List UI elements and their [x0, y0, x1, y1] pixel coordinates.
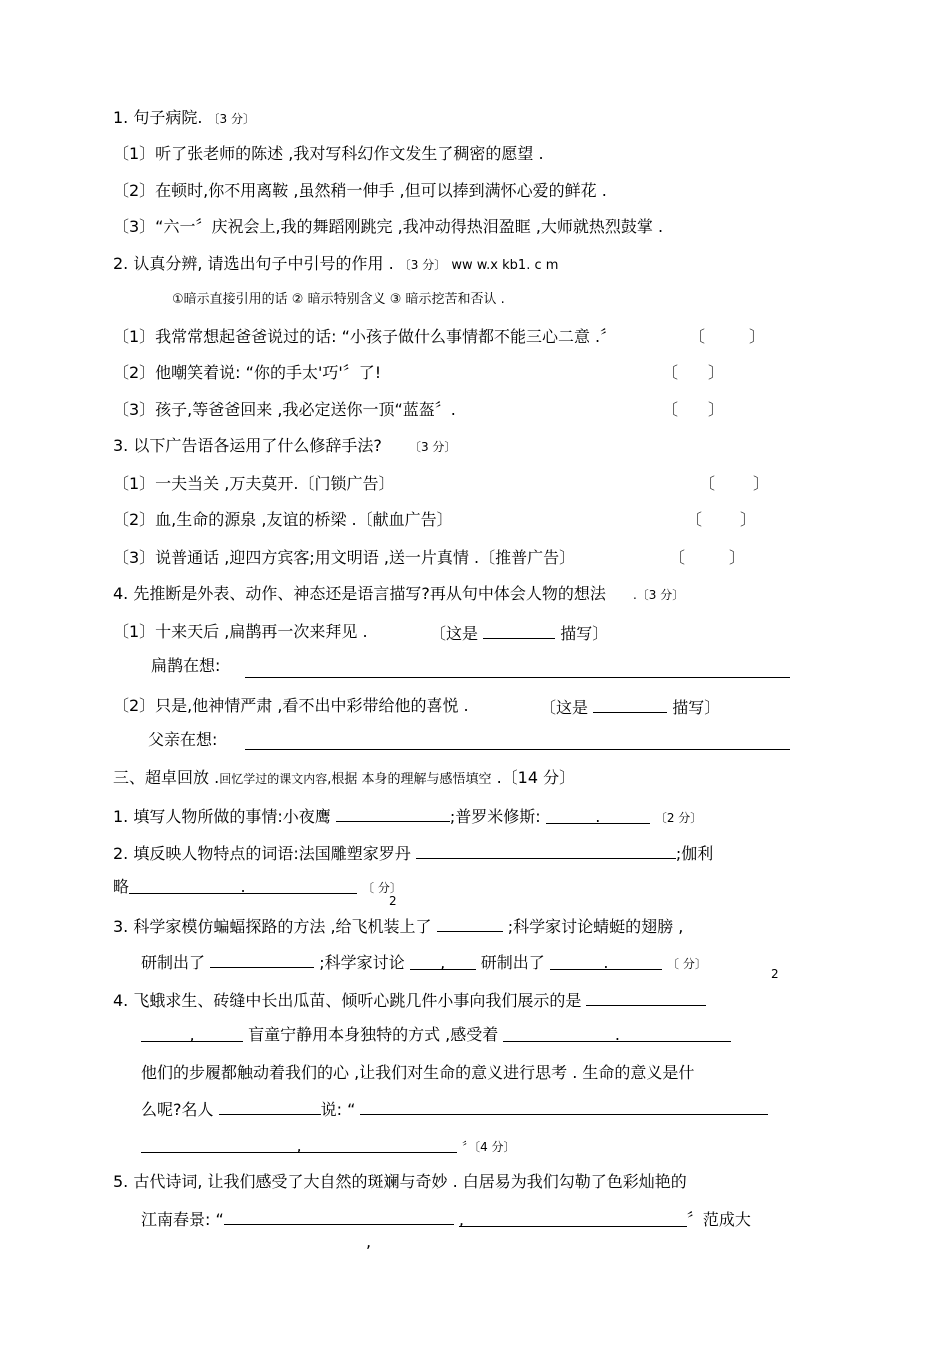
q2-title: 2. 认真分辨, 请选出句子中引号的作用 . 〔3 分〕 ww w.x kb1. c m — [113, 254, 559, 273]
s3-item-2-score-num: 2 — [389, 894, 397, 908]
q2-sentence-2: 〔2〕他嘲笑着说: “你的手太'巧'〞了! — [113, 363, 382, 382]
q4-think-2-blank[interactable] — [245, 733, 790, 750]
q4-blank-2[interactable] — [593, 696, 667, 713]
s3-item-2-cont: 略 . 〔 分〕 — [113, 877, 402, 896]
s3-item-5-trailing-comma: , — [366, 1232, 372, 1251]
s3-item-5: 5. 古代诗词, 让我们感受了大自然的斑斓与奇妙 . 白居易为我们勾勒了色彩灿艳的 — [113, 1172, 687, 1191]
q4-think-1-blank[interactable] — [245, 661, 790, 678]
q2-sentence-1: 〔1〕我常常想起爸爸说过的话: “小孩子做什么事情都不能三心二意 .〞 — [113, 327, 617, 346]
s3-item-3-score-num: 2 — [771, 967, 779, 981]
q1-sentence-3: 〔3〕“六一〞庆祝会上,我的舞蹈刚跳完 ,我冲动得热泪盈眶 ,大师就热烈鼓掌 . — [113, 217, 664, 236]
q3-title: 3. 以下广告语各运用了什么修辞手法? 〔3 分〕 — [113, 436, 457, 455]
q2-answer-bracket-2[interactable]: 〔 〕 — [662, 363, 725, 382]
q3-sentence-3: 〔3〕说普通话 ,迎四方宾客;用文明语 ,送一片真情 .〔推普广告〕 — [113, 548, 576, 567]
q2-options: ①暗示直接引用的话 ② 暗示特别含义 ③ 暗示挖苦和否认 . — [172, 292, 505, 307]
q4-blank-1[interactable] — [483, 622, 555, 639]
q3-sentence-1: 〔1〕一夫当关 ,万夫莫开.〔门锁广告〕 — [113, 474, 395, 493]
s3-item-1-blank-b[interactable]: . — [546, 807, 650, 824]
q4-think-1: 扁鹊在想: — [151, 656, 221, 675]
s3-item-3-blank-b[interactable] — [210, 951, 314, 968]
s3-item-4-line-4: 么呢?名人 说: “ — [141, 1098, 768, 1120]
s3-item-1: 1. 填写人物所做的事情:小夜鹰 ;普罗米修斯: . 〔2 分〕 — [113, 807, 703, 826]
s3-item-2-blank-a[interactable] — [416, 842, 676, 859]
s3-item-3-blank-a[interactable] — [437, 915, 503, 932]
s3-item-3-blank-c[interactable]: , — [410, 953, 476, 970]
q4-title: 4. 先推断是外表、动作、神态还是语言描写?再从句中体会人物的想法 .〔3 分〕 — [113, 584, 685, 603]
s3-item-3: 3. 科学家模仿蝙蝠探路的方法 ,给飞机装上了 ;科学家讨论蜻蜓的翅膀 , — [113, 917, 684, 936]
watermark: ww w.x kb1. c m — [451, 258, 559, 273]
s3-item-4-blank-e[interactable] — [360, 1098, 768, 1115]
s3-item-4-blank-a[interactable] — [586, 989, 706, 1006]
q3-answer-bracket-2[interactable]: 〔 〕 — [686, 510, 757, 529]
s3-item-2: 2. 填反映人物特点的词语:法国雕塑家罗丹 ;伽利 — [113, 844, 714, 863]
s3-item-3-blank-d[interactable]: . — [550, 953, 662, 970]
s3-item-5-blank-b[interactable]: , — [459, 1210, 687, 1227]
q1-title: 1. 句子病院. 〔3 分〕 — [113, 108, 255, 127]
q3-sentence-2: 〔2〕血,生命的源泉 ,友谊的桥梁 .〔献血广告〕 — [113, 510, 453, 529]
q2-answer-bracket-3[interactable]: 〔 〕 — [662, 400, 725, 419]
s3-item-4-blank-f[interactable]: , — [141, 1136, 457, 1153]
s3-item-4-blank-d[interactable] — [219, 1098, 321, 1115]
q4-sentence-1: 〔1〕十来天后 ,扁鹊再一次来拜见 . — [113, 622, 368, 641]
s3-item-5-line-2: 江南春景: “ , 〞范成大 — [141, 1210, 751, 1229]
q4-tag-2: 〔这是 描写〕 — [540, 698, 721, 717]
q4-tag-1: 〔这是 描写〕 — [430, 624, 609, 643]
s3-item-5-blank-a[interactable] — [224, 1208, 454, 1225]
q1-sentence-1: 〔1〕听了张老师的陈述 ,我对写科幻作文发生了稠密的愿望 . — [113, 144, 544, 163]
s3-item-4-line-5: , 〞〔4 分〕 — [141, 1136, 516, 1157]
q3-answer-bracket-3[interactable]: 〔 〕 — [669, 548, 746, 567]
section-3-title: 三、超卓回放 .回忆学过的课文内容,根据 本身的理解与感悟填空 .〔14 分〕 — [113, 768, 576, 787]
s3-item-1-blank-a[interactable] — [336, 805, 450, 822]
s3-item-4-blank-c[interactable]: . — [503, 1025, 731, 1042]
s3-item-3-cont: 研制出了 ;科学家讨论 , 研制出了 . 〔 分〕 — [141, 953, 707, 972]
s3-item-4-line-3: 他们的步履都触动着我们的心 ,让我们对生命的意义进行思考 . 生命的意义是什 — [141, 1063, 695, 1082]
q2-sentence-3: 〔3〕孩子,等爸爸回来 ,我必定送你一顶“蓝盔〞. — [113, 400, 456, 419]
s3-item-2-blank-b[interactable]: . — [129, 877, 357, 894]
q4-think-2: 父亲在想: — [148, 730, 218, 749]
s3-item-4-blank-b[interactable]: , — [141, 1025, 243, 1042]
q2-answer-bracket-1[interactable]: 〔 〕 — [689, 327, 766, 346]
s3-item-4-line-2: , 盲童宁静用本身独特的方式 ,感受着 . — [141, 1025, 731, 1045]
q4-sentence-2: 〔2〕只是,他神情严肃 ,看不出中彩带给他的喜悦 . — [113, 696, 469, 715]
q1-sentence-2: 〔2〕在顿时,你不用离鞍 ,虽然稍一伸手 ,但可以捧到满怀心爱的鲜花 . — [113, 181, 607, 200]
q3-answer-bracket-1[interactable]: 〔 〕 — [699, 474, 770, 493]
s3-item-4: 4. 飞蛾求生、砖缝中长出瓜苗、倾听心跳几件小事向我们展示的是 — [113, 989, 706, 1011]
